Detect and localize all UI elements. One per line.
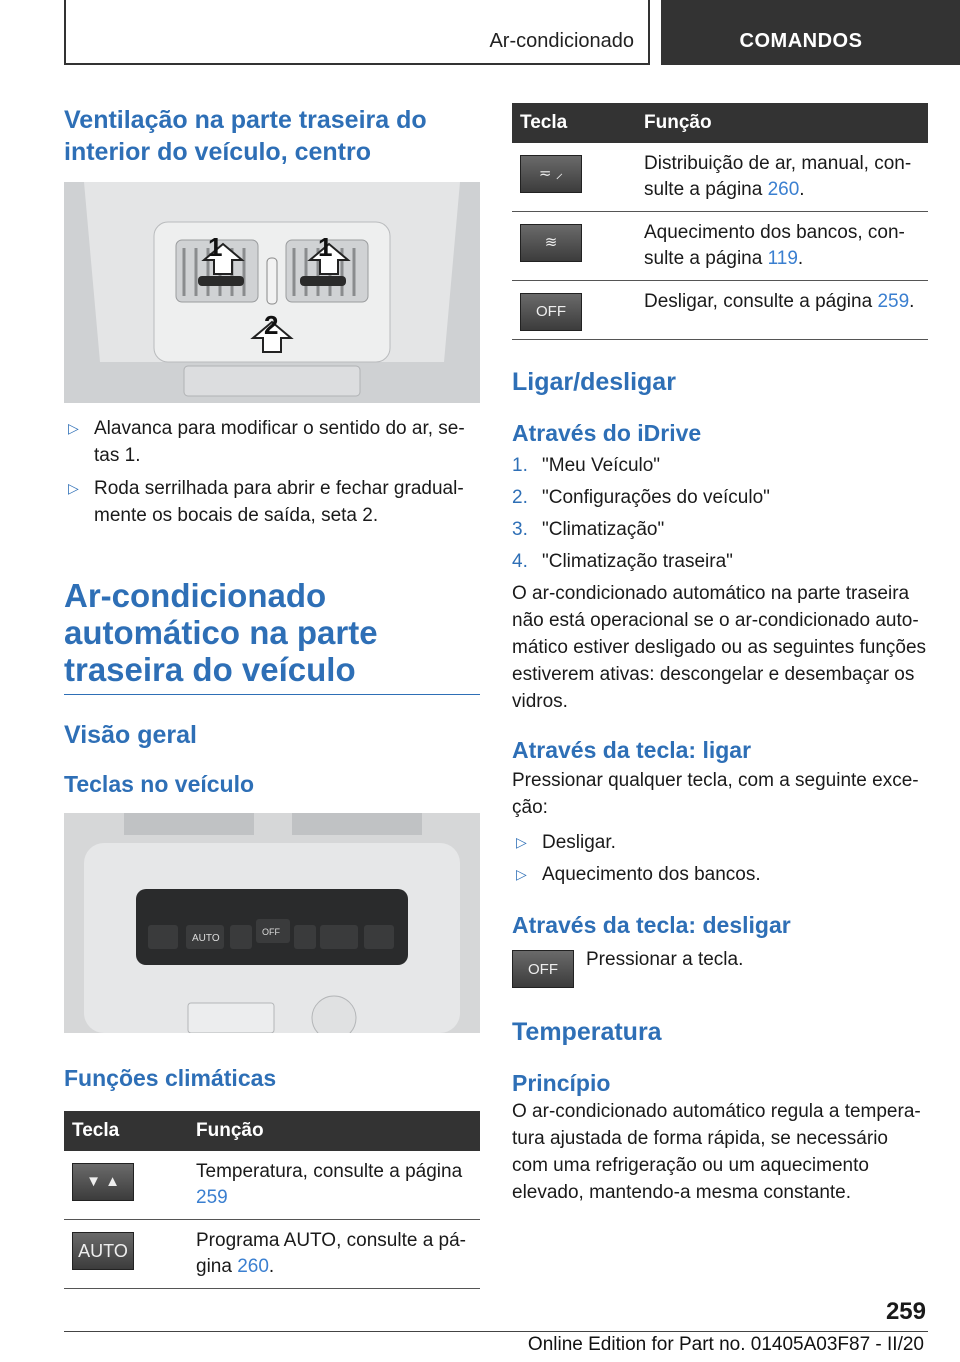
triangle-bullet-icon: ▷ [516,834,527,850]
page-link[interactable]: 260 [237,1256,269,1277]
functions-title: Funções climáticas [64,1065,277,1091]
right-key-table [512,103,928,340]
list-item: ▷ Alavanca para modificar o sentido do ar, se-tas 1. [64,415,480,469]
col-key-header: Tecla [512,103,636,143]
off-text: Pressionar a tecla. [586,949,744,970]
vent-title: Ventilação na parte traseira do interior do veículo, centro [64,106,427,166]
rear-vent-photo [64,182,480,403]
temperature-key-icon: ▼ ▲ [72,1163,134,1201]
page-link[interactable]: 119 [767,248,798,269]
col-func-header: Função [636,103,928,143]
page-link[interactable]: 259 [196,1187,228,1208]
rear-panel-illustration [64,813,480,1033]
off-title: Através da tecla: desligar [512,912,791,938]
list-item: ▷ Desligar. [512,829,928,856]
left-column [64,100,480,1289]
page-link[interactable]: 260 [767,179,800,200]
off-instruction [512,950,928,988]
main-title: Ar-condicionado automático na parte traseira do veículo [64,577,378,688]
col-func-header: Função [188,1111,480,1151]
header-chapter-tab [661,0,960,65]
principle-title: Princípio [512,1070,611,1096]
panel-off-label: OFF [262,927,280,937]
off-key-icon: OFF [520,293,582,331]
arrow-label-1-right: 1 [318,232,333,262]
footer-divider [64,1331,928,1332]
panel-auto-label: AUTO [192,933,220,944]
list-item: 4. "Climatização traseira" [512,551,733,572]
vent-list [64,415,480,529]
header-chapter-label: COMANDOS [739,30,863,52]
temperature-title: Temperatura [512,1018,662,1046]
idrive-note: O ar-condicionado automático na parte traseira não está operacional se o ar-condicionado auto-mático estiver desligado ou as seguintes funções estiverem ativas: descongelar e desembaçar os vidros. [512,583,927,712]
title-divider [64,694,480,695]
list-item: ▷ Aquecimento dos bancos. [512,861,928,888]
arrow-label-2: 2 [264,310,279,340]
air-distribution-key-icon: ≂ ⸝ [520,155,582,193]
table-row: ▼ ▲ Temperatura, consulte a página 259 [64,1151,480,1220]
left-key-table [64,1111,480,1289]
auto-key-icon: AUTO [72,1232,134,1270]
triangle-bullet-icon: ▷ [68,420,79,436]
list-item: 3. "Climatização" [512,519,665,540]
seat-heating-key-icon: ≋ [520,224,582,262]
footer-edition: Online Edition for Part no. 01405A03F87 - II/20 [527,1334,924,1355]
overview-title: Visão geral [64,721,197,749]
header-section-label: Ar-condicionado [489,30,634,52]
col-key-header: Tecla [64,1111,188,1151]
on-title: Através da tecla: ligar [512,737,752,763]
onoff-title: Ligar/desligar [512,368,676,396]
list-item: 2. "Configurações do veículo" [512,487,770,508]
off-key-icon: OFF [512,950,574,988]
table-row: AUTO Programa AUTO, consulte a pá-gina 260. [64,1220,480,1289]
rear-panel-photo [64,813,480,1033]
on-text: Pressionar qualquer tecla, com a seguinte exce-ção: [512,770,919,818]
on-exceptions [512,829,928,888]
page-number: 259 [885,1298,926,1325]
list-item: 1. "Meu Veículo" [512,455,661,476]
arrow-label-1-left: 1 [208,232,223,262]
keys-title: Teclas no veículo [64,771,255,797]
list-item: ▷ Roda serrilhada para abrir e fechar gradual-mente os bocais de saída, seta 2. [64,475,480,529]
table-row: OFF Desligar, consulte a página 259. [512,281,928,340]
idrive-steps [512,450,928,578]
triangle-bullet-icon: ▷ [516,866,527,882]
idrive-title: Através do iDrive [512,420,702,446]
rear-vent-illustration [64,182,480,403]
header-section-tab [64,0,650,65]
table-row: ≋ Aquecimento dos bancos, con-sulte a página 119. [512,212,928,281]
page-link[interactable]: 259 [877,291,910,312]
right-column [512,103,928,1206]
triangle-bullet-icon: ▷ [68,480,79,496]
table-row: ≂ ⸝ Distribuição de ar, manual, con-sulte a página 260. [512,143,928,212]
principle-text: O ar-condicionado automático regula a tempera-tura ajustada de forma rápida, se necessário com uma refrigeração ou um aquecimento elevado, mantendo-a mesma constante. [512,1101,921,1203]
